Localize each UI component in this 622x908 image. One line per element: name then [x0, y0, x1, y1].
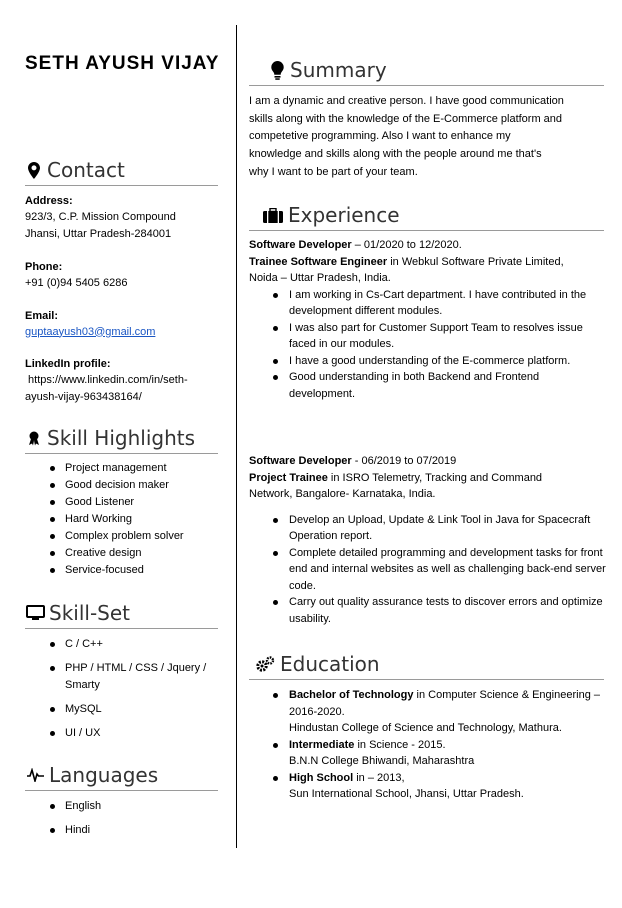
school-name: Sun International School, Jhansi, Uttar Pradesh.: [289, 788, 524, 800]
summary-line: why I want to be part of your team.: [249, 165, 418, 178]
summary-line: competetive programming. Also I want to enhance my: [249, 130, 511, 143]
email-link[interactable]: guptaayush03@gmail.com: [25, 325, 156, 338]
list-item: Good decision maker: [25, 477, 225, 494]
lightbulb-icon: [268, 61, 286, 79]
list-item: Good understanding in both Backend and Frontend development.: [249, 369, 607, 402]
education-item: [249, 737, 607, 770]
experience-entry-2: [249, 453, 609, 627]
languages-list: [25, 798, 225, 839]
skill-set-rule: [25, 628, 218, 629]
phone-value: +91 (0)94 5405 6286: [25, 277, 128, 289]
job-dates: – 01/2020 to 12/2020.: [351, 239, 462, 251]
list-item: Service-focused: [25, 562, 225, 579]
list-item: Creative design: [25, 545, 225, 562]
gears-icon: [254, 655, 276, 673]
job-location: Noida – Uttar Pradesh, India.: [249, 272, 391, 284]
languages-title: Languages: [49, 763, 159, 787]
linkedin-url-line-2[interactable]: ayush-vijay-963438164/: [25, 390, 142, 403]
contact-details: [25, 193, 225, 405]
school-name: B.N.N College Bhiwandi, Maharashtra: [289, 755, 475, 767]
candidate-name: SETH AYUSH VIJAY: [25, 53, 220, 74]
job-role: Project Trainee: [249, 471, 328, 484]
map-pin-icon: [25, 161, 43, 179]
briefcase-icon: [262, 206, 284, 224]
contact-heading: [25, 158, 125, 182]
list-item: I have a good understanding of the E-commerce platform.: [249, 353, 607, 370]
list-item: UI / UX: [25, 725, 225, 742]
list-item: Good Listener: [25, 494, 225, 511]
skill-highlights-rule: [25, 453, 218, 454]
skill-highlights-list: [25, 460, 225, 579]
list-item: MySQL: [25, 701, 225, 718]
job-role: Trainee Software Engineer: [249, 255, 388, 268]
list-item: I was also part for Customer Support Team to resolves issue faced in our modules.: [249, 320, 607, 353]
list-item: English: [25, 798, 225, 815]
summary-line: knowledge and skills along with the people around me that's: [249, 148, 542, 161]
monitor-icon: [25, 604, 45, 622]
award-ribbon-icon: [25, 429, 43, 447]
degree-name: Bachelor of Technology: [289, 689, 414, 701]
list-item: Project management: [25, 460, 225, 477]
job-location: Network, Bangalore- Karnataka, India.: [249, 488, 436, 500]
job-title: Software Developer: [249, 239, 352, 251]
column-divider: [236, 25, 237, 848]
education-item: [249, 687, 607, 737]
list-item: I am working in Cs-Cart department. I have contributed in the development different modules.: [249, 287, 607, 320]
job-bullets: [249, 287, 607, 403]
education-rule: [249, 679, 604, 680]
education-item: [249, 770, 607, 803]
experience-rule: [249, 230, 604, 231]
speech-wave-icon: [25, 766, 45, 784]
phone-label: Phone:: [25, 261, 63, 273]
list-item: Develop an Upload, Update & Link Tool in Java for Spacecraft Operation report.: [249, 512, 607, 545]
linkedin-url-line-1[interactable]: https://www.linkedin.com/in/seth-: [25, 374, 188, 386]
summary-title: Summary: [290, 58, 387, 82]
contact-rule: [25, 185, 218, 186]
list-item: Complete detailed programming and development tasks for front end and internal websites as well as challenging back-end server code.: [249, 545, 607, 595]
job-dates: - 06/2019 to 07/2019: [351, 455, 457, 467]
list-item: C / C++: [25, 636, 225, 653]
education-list: [249, 687, 607, 803]
summary-line: skills along with the knowledge of the E-Commerce platform and: [249, 112, 563, 125]
summary-text: [249, 93, 609, 182]
job-title: Software Developer: [249, 455, 352, 467]
school-name: Hindustan College of Science and Technology, Mathura.: [289, 722, 562, 734]
degree-name: Intermediate: [289, 738, 355, 751]
skill-highlights-title: Skill Highlights: [47, 426, 196, 450]
list-item: Carry out quality assurance tests to discover errors and optimize usability.: [249, 594, 607, 627]
experience-entry-1: [249, 237, 609, 402]
summary-heading: [268, 58, 387, 82]
languages-heading: [25, 763, 158, 787]
degree-detail: in – 2013,: [353, 771, 405, 784]
skill-set-heading: [25, 601, 130, 625]
list-item: Hindi: [25, 822, 225, 839]
degree-detail: in Computer Science & Engineering – 2016-2020.: [289, 689, 600, 718]
experience-heading: [262, 203, 400, 227]
skill-highlights-heading: [25, 426, 195, 450]
education-title: Education: [280, 652, 380, 676]
address-label: Address:: [25, 195, 73, 207]
job-bullets: [249, 512, 607, 628]
skill-set-list: [25, 636, 225, 742]
summary-rule: [249, 85, 604, 86]
address-line-2: Jhansi, Uttar Pradesh-284001: [25, 227, 172, 240]
list-item: PHP / HTML / CSS / Jquery / Smarty: [25, 660, 225, 694]
linkedin-label: LinkedIn profile:: [25, 358, 111, 370]
degree-name: High School: [289, 771, 354, 784]
degree-detail: in Science - 2015.: [354, 738, 446, 751]
list-item: Complex problem solver: [25, 528, 225, 545]
list-item: Hard Working: [25, 511, 225, 528]
education-heading: [254, 652, 380, 676]
job-org: in ISRO Telemetry, Tracking and Command: [327, 471, 543, 484]
summary-line: I am a dynamic and creative person. I have good communication: [249, 95, 564, 107]
skill-set-title: Skill-Set: [49, 601, 131, 625]
languages-rule: [25, 790, 218, 791]
job-org: in Webkul Software Private Limited,: [387, 255, 564, 268]
experience-title: Experience: [288, 203, 400, 227]
contact-title: Contact: [47, 158, 125, 182]
address-line-1: 923/3, C.P. Mission Compound: [25, 211, 176, 223]
email-label: Email:: [25, 309, 59, 322]
